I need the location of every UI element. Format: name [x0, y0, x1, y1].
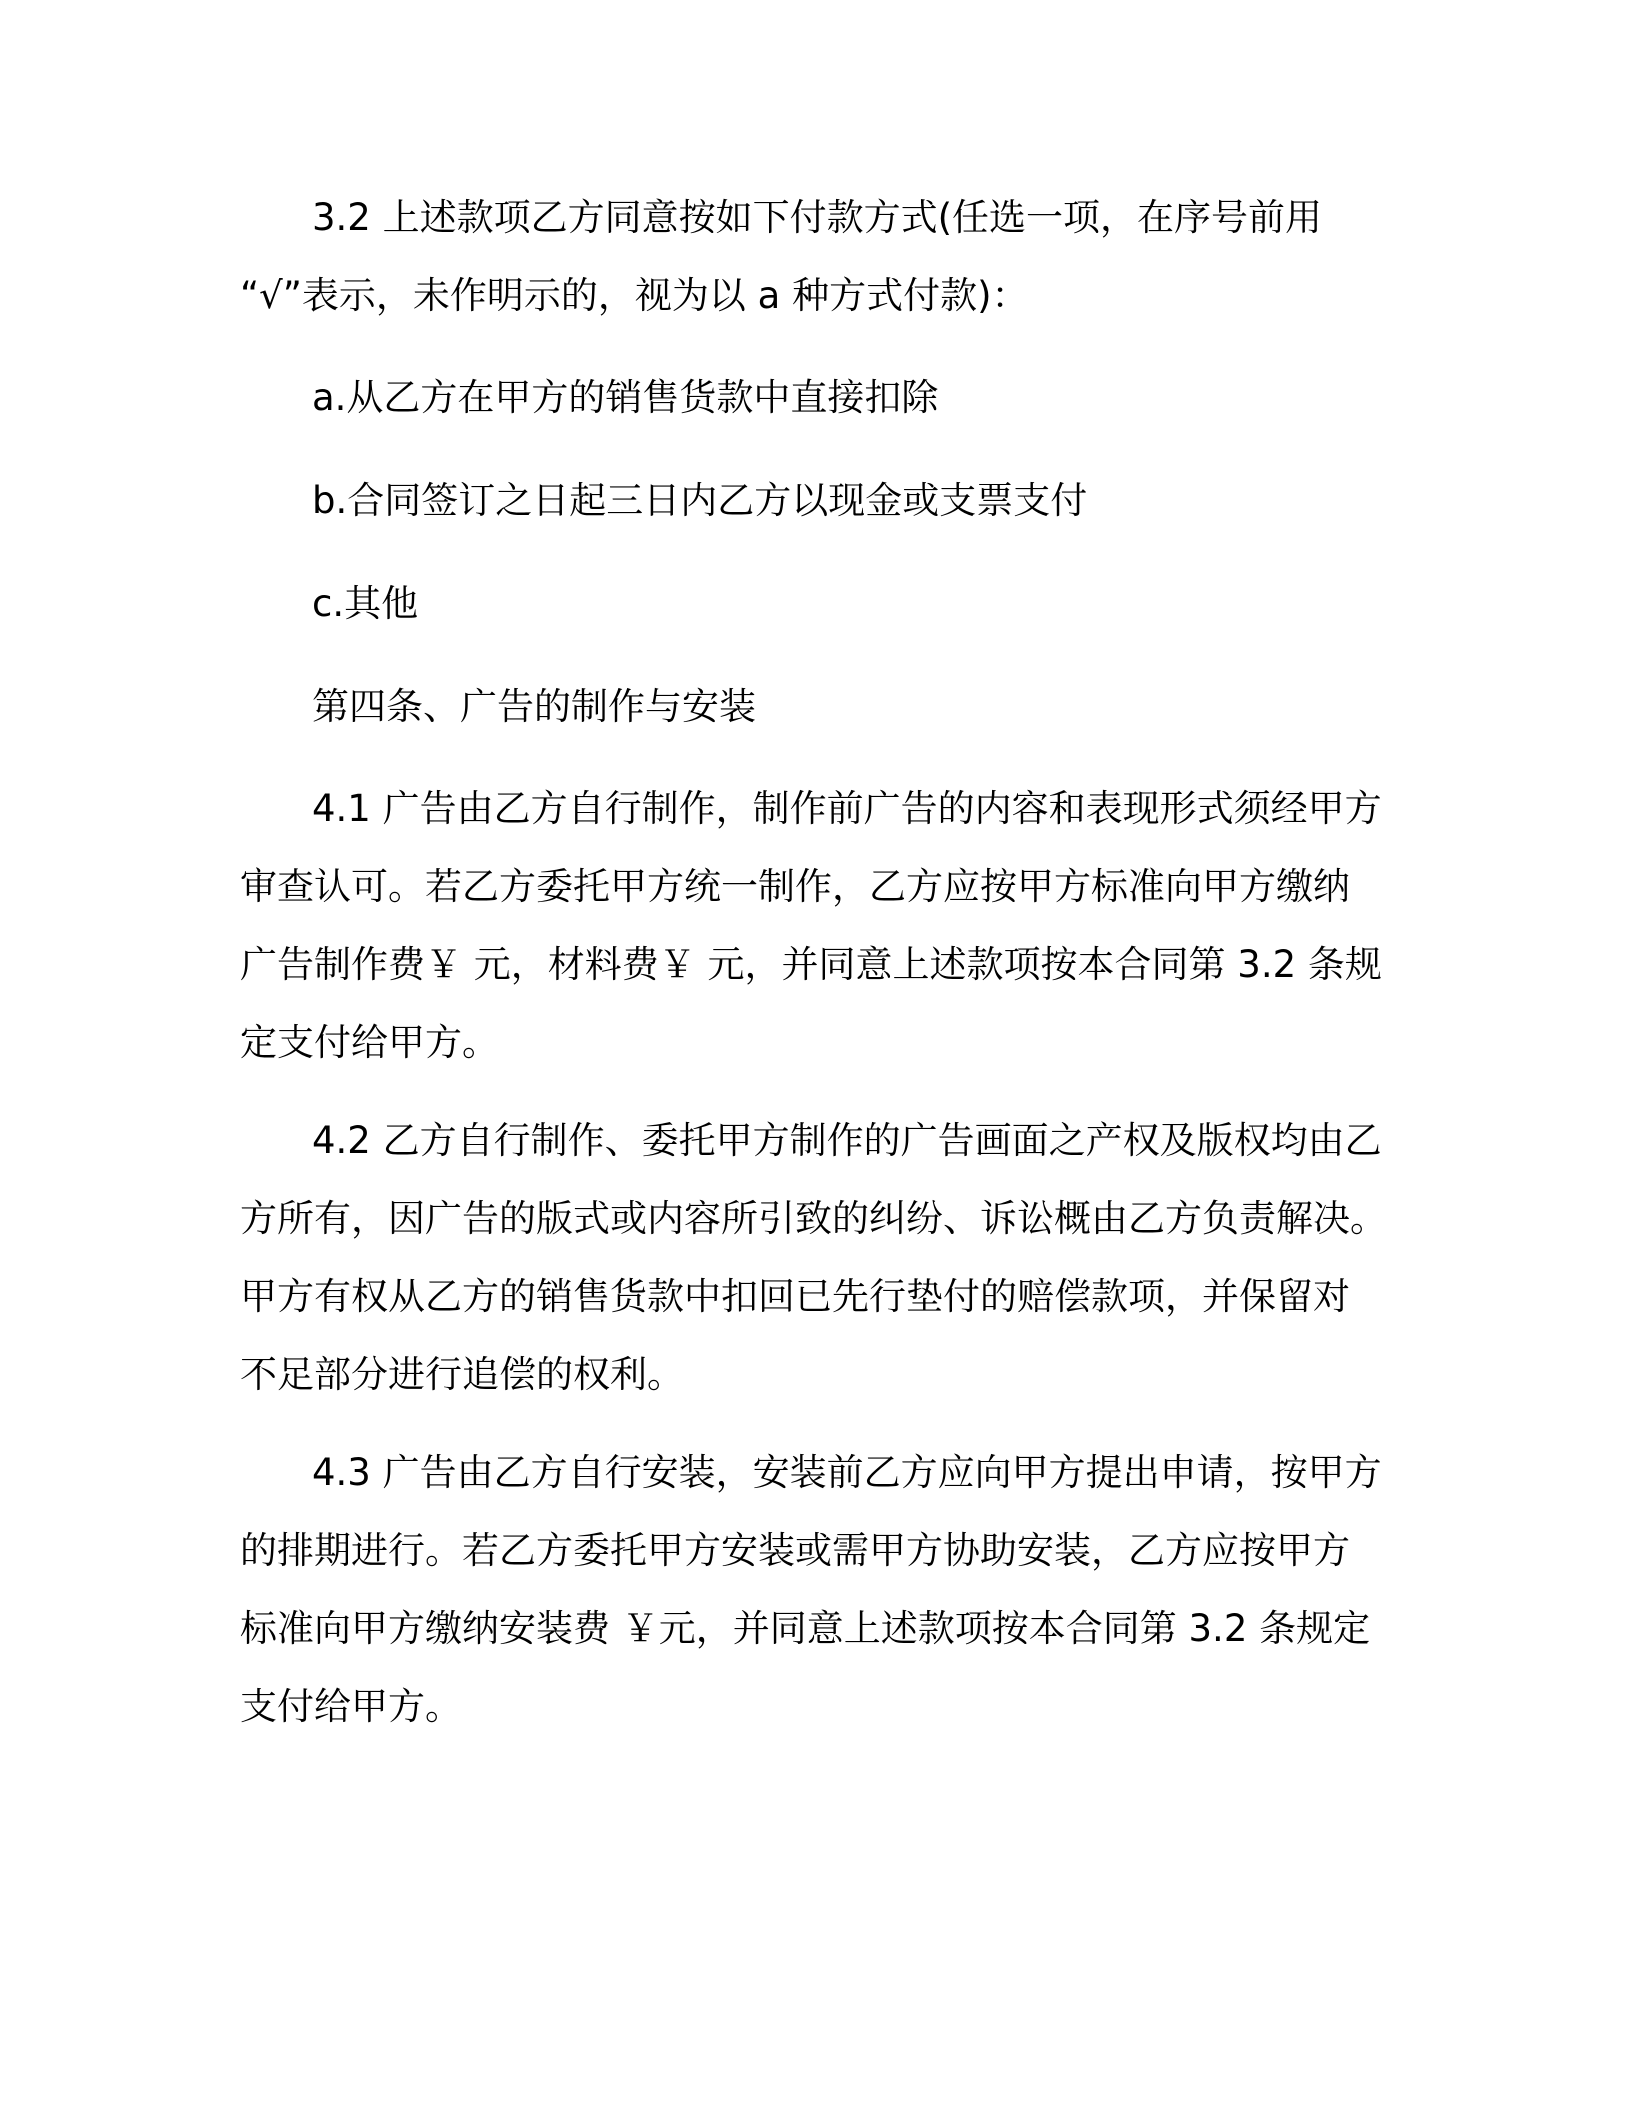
clause-3-2-line-1: 3.2 上述款项乙方同意按如下付款方式(任选一项，在序号前用 [312, 196, 1323, 239]
clause-3-2-line-2: “√”表示，未作明示的，视为以 a 种方式付款)： [240, 274, 1029, 317]
payment-option-c [240, 565, 1462, 643]
clause-4-3-line-4: 支付给甲方。 [240, 1685, 462, 1728]
clause-4-1-line-4: 定支付给甲方。 [240, 1021, 499, 1064]
clause-4-2-line-2: 方所有，因广告的版式或内容所引致的纠纷、诉讼概由乙方负责解决。 [240, 1197, 1387, 1240]
clause-3-2 [240, 179, 1390, 335]
payment-option-c-text: c.其他 [312, 582, 419, 625]
clause-4-3-line-1: 4.3 广告由乙方自行安装，安装前乙方应向甲方提出申请，按甲方 [312, 1451, 1382, 1494]
article-4-heading [240, 668, 1462, 746]
article-4-heading-text: 第四条、广告的制作与安装 [312, 685, 756, 728]
clause-4-2-line-4: 不足部分进行追偿的权利。 [240, 1353, 684, 1396]
clause-4-1-line-3: 广告制作费￥ 元，材料费￥ 元，并同意上述款项按本合同第 3.2 条规 [240, 943, 1382, 986]
clause-4-3 [240, 1434, 1390, 1746]
clause-4-2-line-1: 4.2 乙方自行制作、委托甲方制作的广告画面之产权及版权均由乙 [312, 1119, 1382, 1162]
payment-option-b-text: b.合同签订之日起三日内乙方以现金或支票支付 [312, 479, 1088, 522]
clause-4-3-line-2: 的排期进行。若乙方委托甲方安装或需甲方协助安装，乙方应按甲方 [240, 1529, 1350, 1572]
payment-option-b [240, 462, 1462, 540]
payment-option-a [240, 359, 1462, 437]
clause-4-3-line-3: 标准向甲方缴纳安装费 ￥元，并同意上述款项按本合同第 3.2 条规定 [240, 1607, 1371, 1650]
clause-4-2 [240, 1102, 1390, 1414]
clause-4-2-line-3: 甲方有权从乙方的销售货款中扣回已先行垫付的赔偿款项，并保留对 [240, 1275, 1350, 1318]
payment-option-a-text: a.从乙方在甲方的销售货款中直接扣除 [312, 376, 939, 419]
clause-4-1-line-1: 4.1 广告由乙方自行制作，制作前广告的内容和表现形式须经甲方 [312, 787, 1382, 830]
clause-4-1-line-2: 审查认可。若乙方委托甲方统一制作，乙方应按甲方标准向甲方缴纳 [240, 865, 1350, 908]
clause-4-1 [240, 770, 1390, 1082]
